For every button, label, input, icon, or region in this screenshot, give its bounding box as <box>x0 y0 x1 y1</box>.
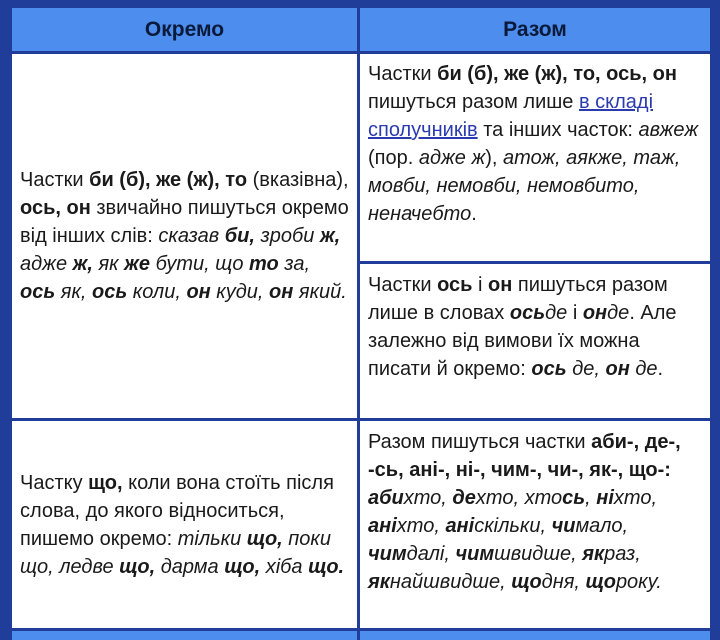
text-segment: аби-, де-, -сь, ані-, ні-, чим-, чи-, як-, що-: <box>368 431 681 481</box>
text-segment: Частки <box>20 169 90 191</box>
text-segment: як <box>368 571 390 593</box>
text-segment: дня, <box>541 571 586 593</box>
rich-text <box>368 428 702 596</box>
text-segment: хіба <box>260 555 309 578</box>
text-segment: що. <box>308 555 345 578</box>
cell-row2-okremo <box>12 421 357 628</box>
text-segment: що, <box>88 471 123 494</box>
rich-text <box>20 166 349 306</box>
text-segment: он <box>605 358 630 380</box>
text-segment: би (б), же (ж), то, ось, он <box>437 63 677 85</box>
cell-row1-okremo <box>12 54 357 418</box>
next-row-header-right <box>360 631 710 640</box>
text-segment: ось <box>437 274 473 296</box>
text-segment: що, <box>119 555 156 578</box>
text-segment: он <box>186 281 211 303</box>
conjunctions-link[interactable]: в складі сполучників <box>368 91 654 141</box>
text-segment: би, <box>224 225 255 247</box>
text-segment: хто, <box>613 487 658 509</box>
cell-row2-razom <box>360 421 710 628</box>
text-segment: (пор. <box>368 147 419 169</box>
text-segment: Разом пишуться частки <box>368 431 592 453</box>
text-segment: хто, хто <box>475 487 563 509</box>
text-segment: . <box>657 358 664 380</box>
text-segment: адже <box>20 253 73 275</box>
text-segment: он <box>269 281 294 303</box>
cell-row1-razom-top <box>360 54 710 261</box>
text-segment: он <box>488 274 513 296</box>
text-segment: ), <box>485 147 504 169</box>
text-segment: коли вона стоїть після слова, до якого відноситься, пишемо окремо: <box>20 471 334 550</box>
text-segment: . <box>471 203 477 225</box>
text-segment: і <box>567 302 583 324</box>
text-segment: ж, <box>72 253 93 275</box>
text-segment: далі, <box>406 543 456 565</box>
text-segment: швидше, <box>494 543 583 565</box>
text-segment: ось <box>20 281 56 303</box>
text-segment: звичайно пишуться окремо від інших слів: <box>20 197 349 247</box>
text-segment: куди, <box>210 281 270 303</box>
text-segment: що <box>585 571 616 593</box>
rich-text <box>20 469 349 581</box>
text-segment: року. <box>615 571 662 593</box>
text-segment: де <box>607 302 630 324</box>
text-segment: сказав <box>158 225 225 247</box>
text-segment: авжеж <box>638 119 699 141</box>
text-segment: ані <box>445 515 475 537</box>
text-segment: би (б), же (ж), то <box>89 169 248 191</box>
rich-text <box>368 60 702 228</box>
text-segment: то <box>249 253 279 275</box>
text-segment: ось, он <box>20 197 91 219</box>
text-segment: атож, аякже, таж, мовби, немовби, немовбито, неначебто <box>368 147 681 225</box>
text-segment: що, <box>224 555 261 578</box>
text-segment: сь <box>562 487 586 509</box>
text-segment: за, <box>278 253 311 275</box>
next-row-header-left <box>12 631 357 640</box>
text-segment: де <box>545 302 568 324</box>
text-segment: як, <box>55 281 93 303</box>
text-segment: адже ж <box>418 147 486 169</box>
text-segment: який. <box>293 281 347 303</box>
text-segment: (вказівна), <box>247 169 349 191</box>
text-segment: Частки <box>368 274 438 296</box>
text-segment: найшвидше, <box>389 571 512 593</box>
text-segment: що <box>511 571 542 593</box>
text-segment: ось <box>92 281 128 303</box>
text-segment: чим <box>455 543 495 565</box>
text-segment: скільки, <box>474 515 552 537</box>
text-segment: де <box>629 358 658 380</box>
text-segment: хто, <box>403 487 453 509</box>
text-segment: аби <box>368 487 404 509</box>
text-segment: як <box>582 543 605 565</box>
text-segment: ось <box>531 358 567 380</box>
text-segment: коли, <box>127 281 187 303</box>
text-segment: тільки <box>177 527 247 550</box>
text-segment: ось <box>509 302 546 324</box>
text-segment: зроби <box>254 225 320 247</box>
text-segment: ані <box>368 515 397 537</box>
text-segment: дарма <box>155 555 225 578</box>
header-razom: Разом <box>360 8 710 51</box>
text-segment: та інших часток: <box>477 119 639 141</box>
text-segment: . Але залежно від вимови їх можна писати й окремо: <box>368 302 677 380</box>
rich-text <box>368 271 702 383</box>
text-segment: Частку <box>20 471 89 494</box>
text-segment: чи <box>551 515 576 537</box>
text-segment: мало, <box>575 515 629 537</box>
text-segment: ні <box>596 487 614 509</box>
text-segment: ж, <box>319 225 341 247</box>
text-segment: он <box>582 302 608 324</box>
text-segment: раз, <box>604 543 641 565</box>
text-segment: чим <box>368 543 407 565</box>
header-okremo: Окремо <box>12 8 357 51</box>
text-segment: , <box>585 487 597 509</box>
text-segment: Частки <box>368 63 438 85</box>
text-segment: же <box>124 253 151 275</box>
cell-row1-razom-bottom <box>360 264 710 418</box>
text-segment: де, <box>566 358 606 380</box>
text-segment: де <box>452 487 476 509</box>
text-segment: хто, <box>396 515 446 537</box>
text-segment: і <box>472 274 489 296</box>
text-segment: пишуться разом лише <box>368 91 579 113</box>
text-segment: поки що, ледве <box>20 527 331 578</box>
text-segment: що, <box>246 527 283 550</box>
text-segment: пишуться разом лише в словах <box>368 274 668 324</box>
text-segment: як <box>92 253 125 275</box>
text-segment: бути, що <box>150 253 249 275</box>
